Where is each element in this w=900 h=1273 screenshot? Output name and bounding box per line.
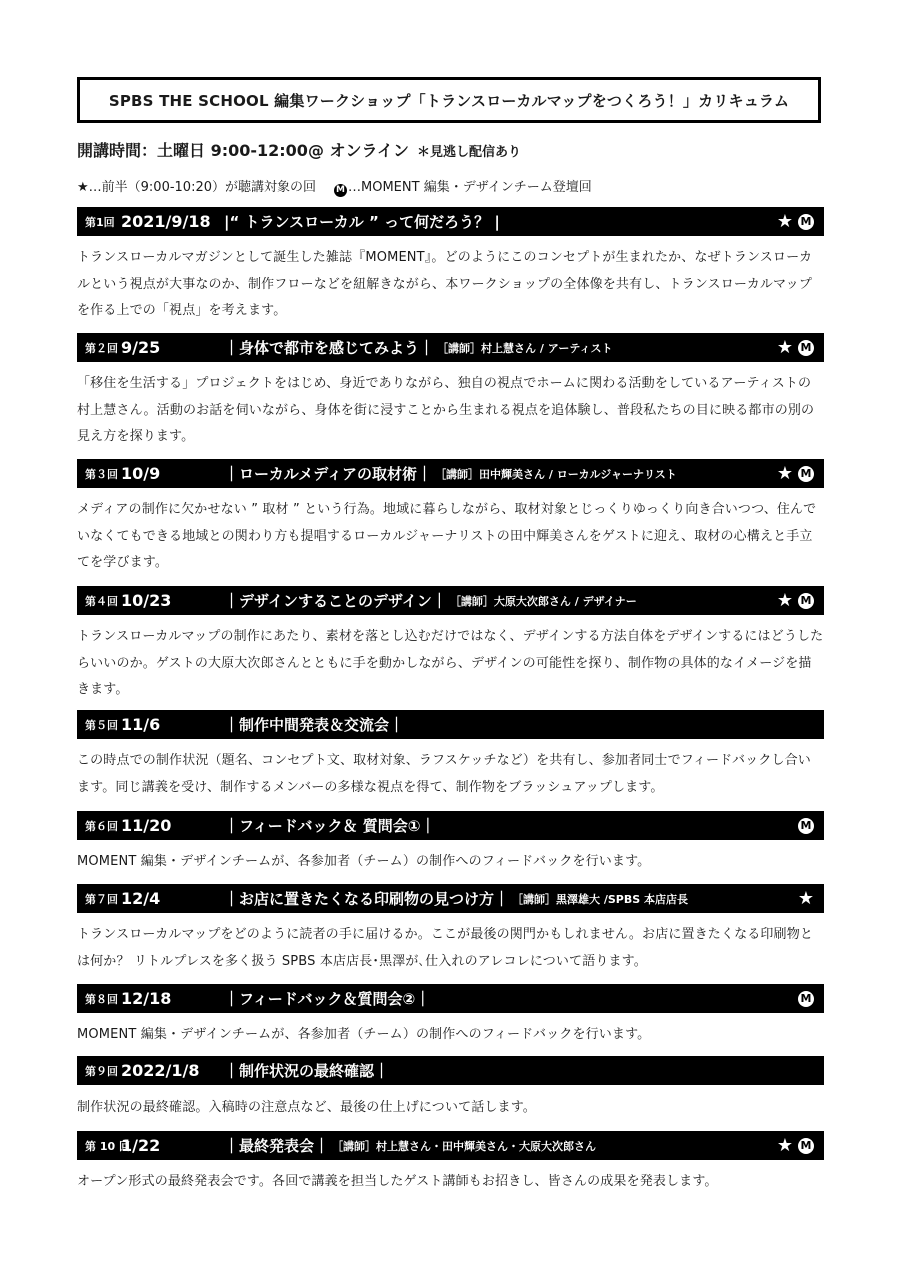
session-topic: |“ トランスローカル ” って何だろう？ | [224,213,500,231]
m-circle-icon: M [798,214,814,230]
session-number: 第２回 [85,341,118,355]
session-icons [776,589,814,611]
session-date: 1/22 [121,1136,161,1155]
session-header [77,984,824,1013]
session-header [77,1131,824,1160]
session-topic: ｜制作中間発表＆交流会｜ [224,716,405,734]
session-description: この時点での制作状況（題名、コンセプト文、取材対象、ラフスケッチなど）を共有し、参加者同士でフィードバックし合います。同じ講義を受け、制作するメンバーの多様な視点を得て、制作物をブラッシュアップします。 [77,753,811,795]
session-lecturer: ［講師］大原大次郎さん / デザイナー [449,594,637,608]
session-lecturer: ［講師］村上慧さん / アーティスト [437,341,613,355]
session-topic: ｜最終発表会｜ [224,1137,330,1155]
session-date: 2021/9/18 [121,212,211,231]
class-hours-main: 開講時間：土曜日 9:00-12:00@ オンライン [77,141,410,160]
session-description: MOMENT 編集・デザインチームが、各参加者（チーム）の制作へのフィードバックを行います。 [77,1027,651,1042]
class-hours-note: ＊見逃し配信あり [417,145,522,160]
session-header [77,710,824,739]
session-icons [793,991,814,1007]
session-date: 10/9 [121,464,161,483]
session-date: 12/4 [121,889,161,908]
session-date: 10/23 [121,591,172,610]
session-icons [776,210,814,232]
m-circle-icon: M [798,818,814,834]
session-header [77,333,824,362]
legend-moment: …MOMENT 編集・デザインチーム登壇回 [348,180,592,195]
session-number: 第５回 [85,718,118,732]
m-circle-icon: M [798,991,814,1007]
session-description: MOMENT 編集・デザインチームが、各参加者（チーム）の制作へのフィードバックを行います。 [77,854,651,869]
session-header [77,207,824,236]
session-description: メディアの制作に欠かせない ” 取材 ” という行為。地域に暮らしながら、取材対象とじっくりゆっくり向き合いつつ、住んでいなくてもできる地域との関わり方も提唱するローカルジャーナリストの田中輝美さんをゲストに迎え、取材の心構えと手立てを学びます。 [77,502,817,570]
session-date: 2022/1/8 [121,1061,200,1080]
session-icons [797,887,814,909]
session-description: 制作状況の最終確認。入稿時の注意点など、最後の仕上げについて話します。 [77,1100,536,1115]
session-topic: ｜デザインすることのデザイン｜ [224,592,447,610]
session-description: オープン形式の最終発表会です。各回で講義を担当したゲスト講師もお招きし、皆さんの成果を発表します。 [77,1174,718,1189]
session-description: トランスローカルマップの制作にあたり、素材を落とし込むだけではなく、デザインする方法自体をデザインするにはどうしたらいいのか。ゲストの大原大次郎さんとともに手を動かしながら、デザインの可能性を探り、制作物の具体的なイメージを描きます。 [77,629,824,697]
session-icons [776,462,814,484]
class-hours [77,138,521,161]
session-number: 第６回 [85,819,118,833]
session-icons [776,336,814,358]
session-date: 12/18 [121,989,172,1008]
session-description: 「移住を生活する」プロジェクトをはじめ、身近でありながら、独自の視点でホームに関わる活動をしているアーティストの村上慧さん。活動のお話を伺いながら、身体を街に浸すことから生まれる視点を追体験し、普段私たちの目に映る都市の別の見え方を探ります。 [77,376,815,444]
session-topic: ｜ローカルメディアの取材術｜ [224,465,433,483]
m-circle-icon: M [798,1138,814,1154]
session-topic: ｜お店に置きたくなる印刷物の見つけ方｜ [224,890,510,908]
session-header [77,459,824,488]
session-number: 第 10 回 [85,1139,130,1153]
session-topic: ｜フィードバック＆ 質問会①｜ [224,817,436,835]
star-icon: ★ [776,1134,793,1156]
star-icon: ★ [776,589,793,611]
m-circle-icon: M [334,184,347,197]
session-header [77,586,824,615]
session-number: 第９回 [85,1064,118,1078]
star-icon: ★ [776,462,793,484]
session-number: 第1回 [85,215,115,229]
star-icon: ★ [797,887,814,909]
session-date: 11/20 [121,816,172,835]
m-circle-icon: M [798,466,814,482]
session-header [77,884,824,913]
session-lecturer: ［講師］田中輝美さん / ローカルジャーナリスト [435,467,677,481]
legend-star: ★…前半（9:00-10:20）が聴講対象の回 [77,180,317,195]
session-date: 11/6 [121,715,161,734]
curriculum-title: SPBS THE SCHOOL 編集ワークショップ「トランスローカルマップをつくろう！」カリキュラム [77,77,821,123]
session-description: トランスローカルマップをどのように読者の手に届けるか。ここが最後の関門かもしれません。お店に置きたくなる印刷物とは何か？ リトルプレスを多く扱う SPBS 本店店長･黒澤が､仕入れのアレコレについて語ります。 [77,927,814,969]
m-circle-icon: M [798,593,814,609]
session-topic: ｜フィードバック＆質問会②｜ [224,990,431,1008]
session-topic: ｜制作状況の最終確認｜ [224,1062,390,1080]
session-header [77,811,824,840]
session-lecturer: ［講師］黒澤雄大 /SPBS 本店店長 [512,892,688,906]
session-icons [776,1134,814,1156]
legend [77,176,592,197]
session-number: 第４回 [85,594,118,608]
session-header [77,1056,824,1085]
session-number: 第３回 [85,467,118,481]
session-number: 第８回 [85,992,118,1006]
star-icon: ★ [776,336,793,358]
m-circle-icon: M [798,340,814,356]
session-date: 9/25 [121,338,161,357]
star-icon: ★ [776,210,793,232]
session-topic: ｜身体で都市を感じてみよう｜ [224,339,435,357]
session-icons [793,818,814,834]
session-number: 第７回 [85,892,118,906]
session-description: トランスローカルマガジンとして誕生した雑誌『MOMENT』。どのようにこのコンセプトが生まれたか、なぜトランスローカルという視点が大事なのか、制作フローなどを紐解きながら、本ワークショップの全体像を共有し、トランスローカルマップを作る上での「視点」を考えます。 [77,250,813,318]
session-lecturer: ［講師］村上慧さん・田中輝美さん・大原大次郎さん [332,1139,597,1153]
